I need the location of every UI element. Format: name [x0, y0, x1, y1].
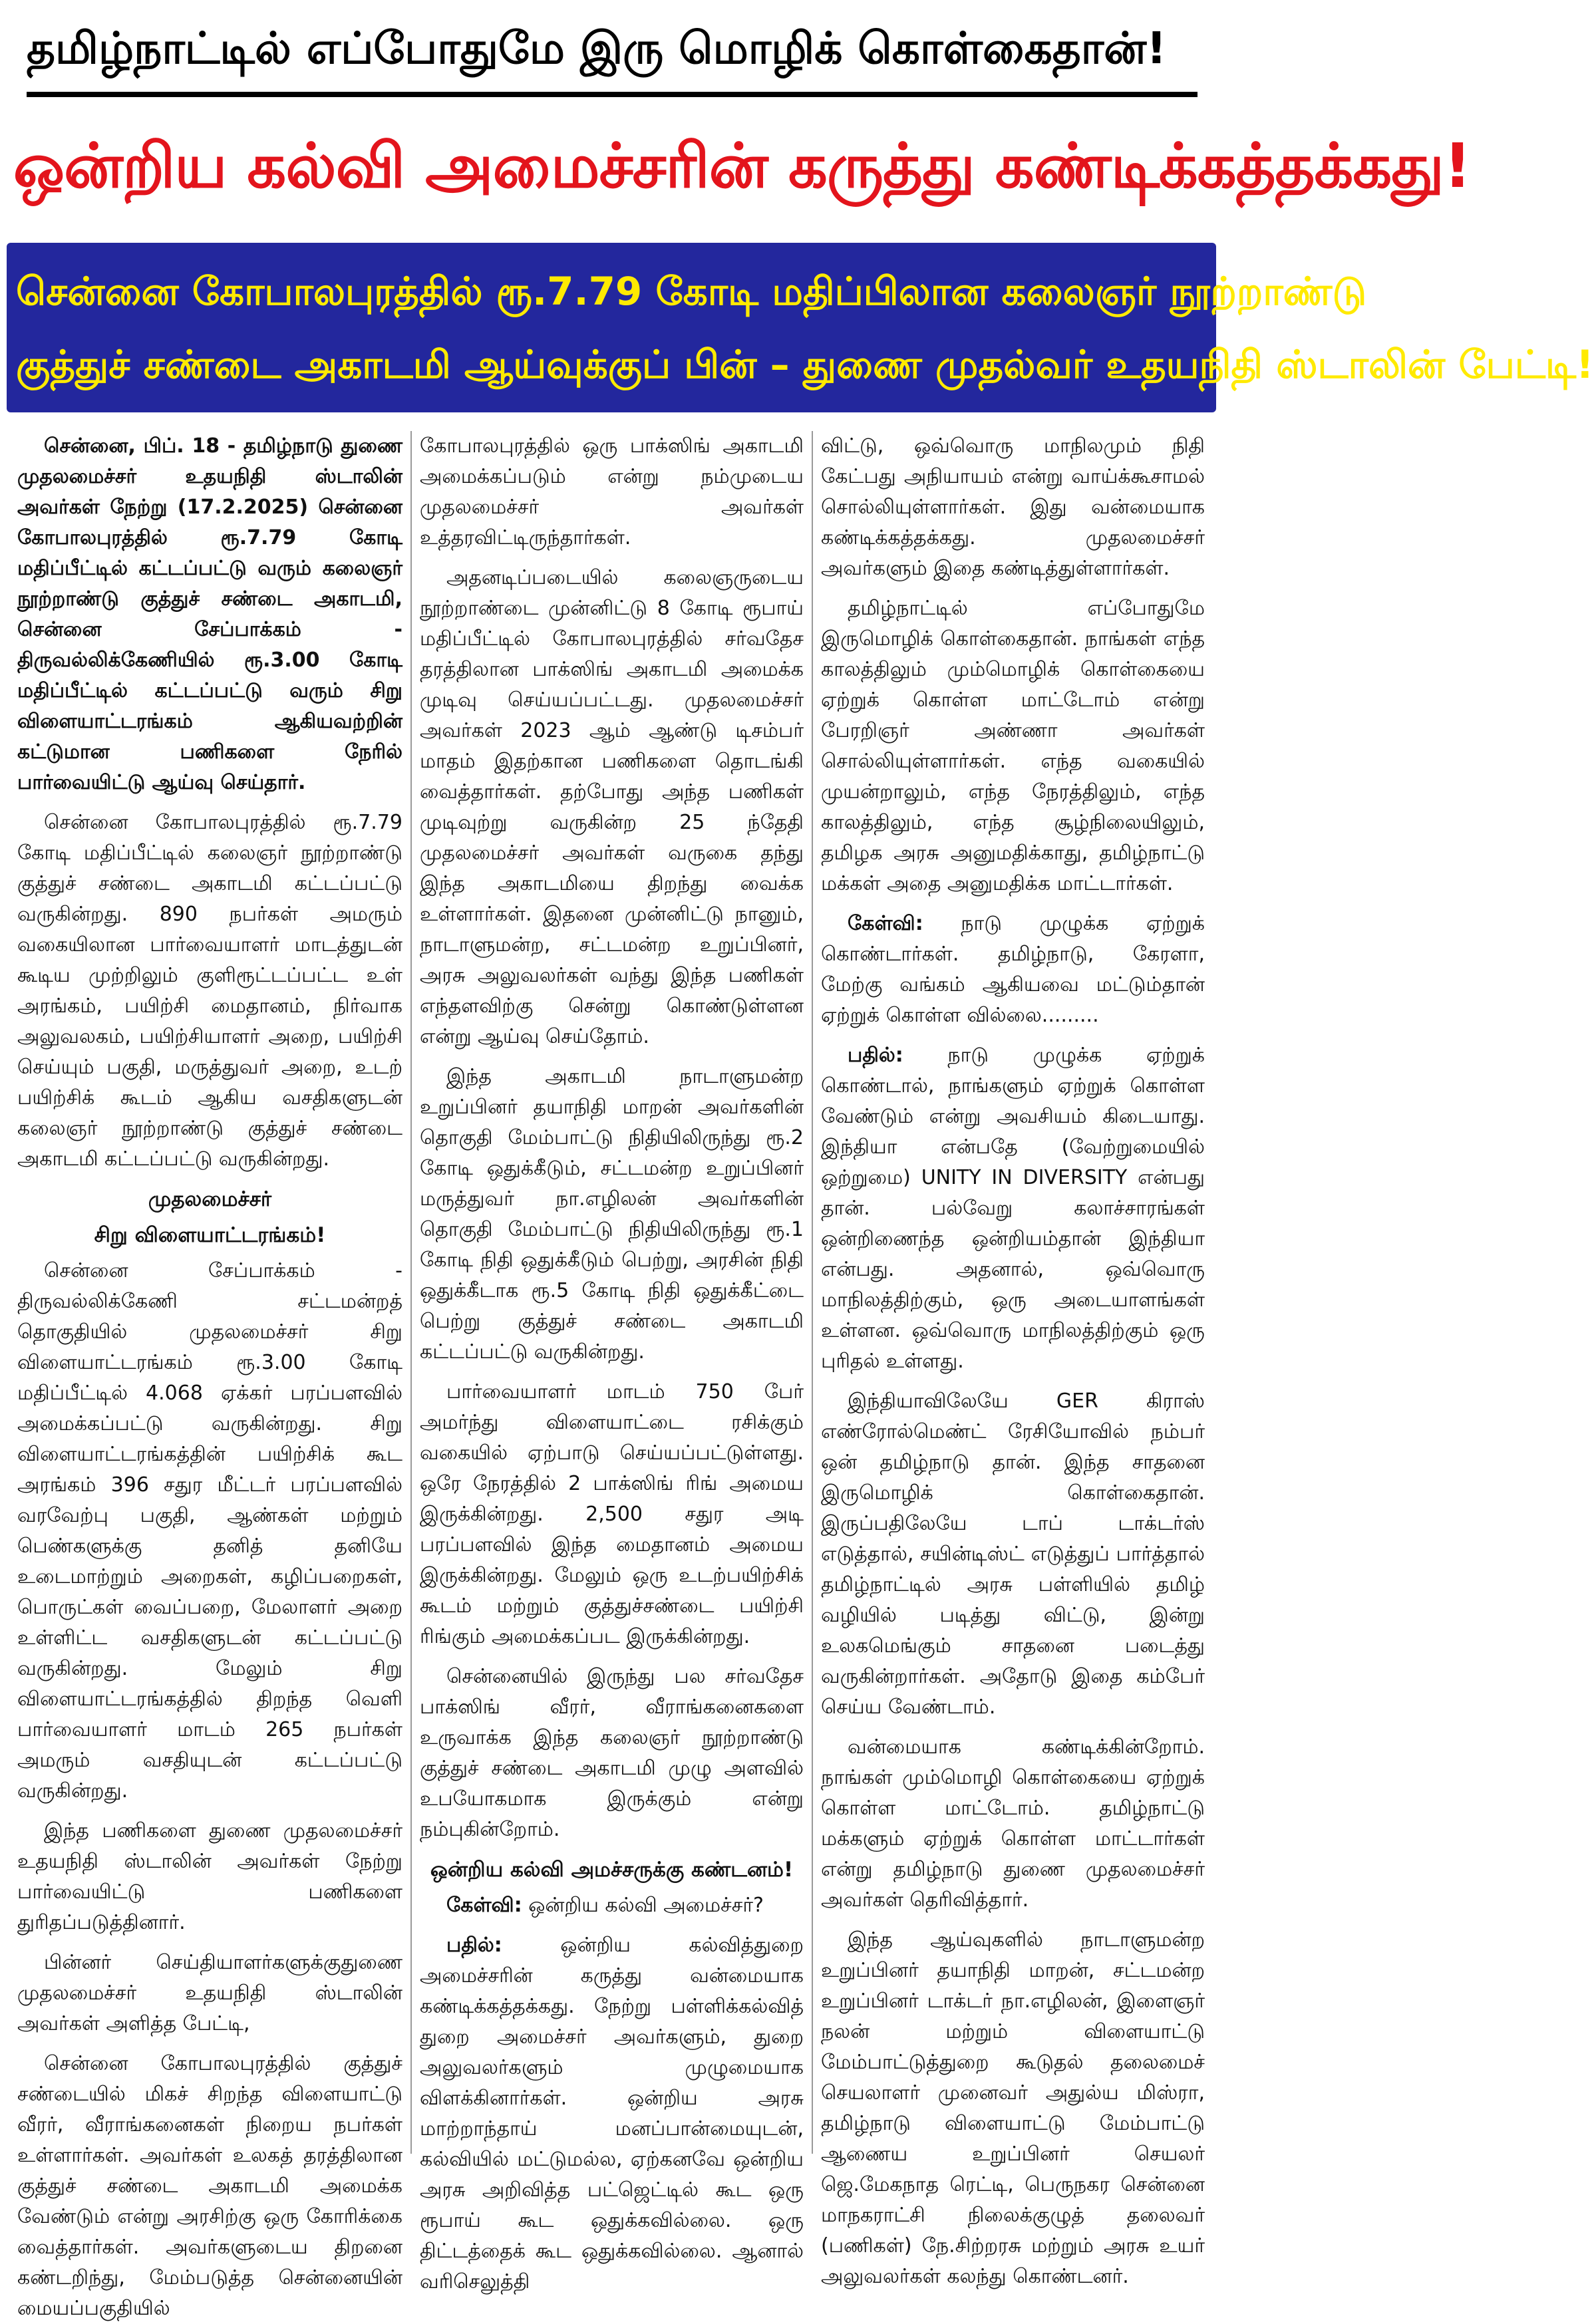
article-columns: [9, 431, 1213, 2320]
answer: [821, 1040, 1205, 1377]
paragraph: சென்னை கோபாலபுரத்தில் ரூ.7.79 கோடி மதிப்பீட்டில் கலைஞர் நூற்றாண்டு குத்துச் சண்டை அகாடமி கட்டப்பட்டு வருகின்றது. 890 நபர்கள் அமரும் வகையிலான பார்வையாளர் மாடத்துடன் கூடிய முற்றிலும் குளிரூட்டப்பட்ட உள் அரங்கம், பயிற்சி மைதானம், நிர்வாக அலுவலகம், பயிற்சியாளர் அறை, பயிற்சி செய்யும் பகுதி, மருத்துவர் அறை, உடற் பயிற்சிக் கூடம் ஆகிய வசதிகளுடன் கலைஞர் நூற்றாண்டு குத்துச் சண்டை அகாடமி கட்டப்பட்டு வருகின்றது.: [17, 811, 402, 1171]
article-column-1: [9, 431, 410, 2320]
paragraph: வன்மையாக கண்டிக்கின்றோம். நாங்கள் மும்மொழி கொள்கையை ஏற்றுக் கொள்ள மாட்டோம். தமிழ்நாட்டு மக்களும் ஏற்றுக் கொள்ள மாட்டார்கள் என்று தமிழ்நாடு துணை முதலமைச்சர் அவர்கள் தெரிவித்தார்.: [821, 1735, 1205, 1912]
answer-text: நாடு முழுக்க ஏற்றுக் கொண்டால், நாங்களும் ஏற்றுக் கொள்ள வேண்டும் என்று அவசியம் கிடையாது. இந்தியா என்பதே (வேற்றுமையில் ஒற்றுமை) UNITY IN DIVERSITY என்பது தான். பல்வேறு கலாச்சாரங்கள் ஒன்றிணைந்த ஒன்றியம்தான் இந்தியா என்பது. அதனால், ஒவ்வொரு மாநிலத்திற்கும், ஒரு அடையாளங்கள் உள்ளன. ஒவ்வொரு மாநிலத்திற்கும் ஒரு புரிதல் உள்ளது.: [821, 1044, 1205, 1373]
article-column-3: [812, 431, 1213, 2288]
main-headline: ஒன்றிய கல்வி அமைச்சரின் கருத்து கண்டிக்கத்தக்கது!: [13, 130, 1471, 202]
paragraph: இந்தியாவிலேயே GER கிராஸ் எண்ரோல்மெண்ட் ரேசியோவில் நம்பர் ஒன் தமிழ்நாடு தான். இந்த சாதனை இருமொழிக் கொள்கைதான். இருப்பதிலேயே டாப் டாக்டர்ஸ் எடுத்தால், சயின்டிஸ்ட் எடுத்துப் பார்த்தால் தமிழ்நாட்டில் அரசு பள்ளியில் தமிழ் வழியில் படித்து விட்டு, இன்று உலகமெங்கும் சாதனை படைத்து வருகின்றார்கள். அதோடு இதை கம்பேர் செய்ய வேண்டாம்.: [821, 1389, 1205, 1719]
paragraph: சென்னையில் இருந்து பல சர்வதேச பாக்ஸிங் வீரர், வீராங்கனைகளை உருவாக்க இந்த கலைஞர் நூற்றாண்டு குத்துச் சண்டை அகாடமி முழு அளவில் உபயோகமாக இருக்கும் என்று நம்புகின்றோம்.: [420, 1665, 804, 1841]
question-text: ஒன்றிய கல்வி அமைச்சர்?: [528, 1894, 764, 1917]
paragraph: தமிழ்நாட்டில் எப்போதுமே இருமொழிக் கொள்கைதான். நாங்கள் எந்த காலத்திலும் மும்மொழிக் கொள்கையை ஏற்றுக் கொள்ள மாட்டோம் என்று பேரறிஞர் அண்ணா அவர்கள் சொல்லியுள்ளார்கள். எந்த வகையில் முயன்றாலும், எந்த நேரத்திலும், எந்த காலத்திலும், எந்த சூழ்நிலையிலும், தமிழக அரசு அனுமதிக்காது, தமிழ்நாட்டு மக்கள் அதை அனுமதிக்க மாட்டார்கள்.: [821, 597, 1205, 895]
question-label: கேள்வி:: [446, 1894, 522, 1917]
banner-line-1: சென்னை கோபாலபுரத்தில் ரூ.7.79 கோடி மதிப்பிலான கலைஞர் நூற்றாண்டு: [16, 268, 1367, 314]
section-subhead: ஒன்றிய கல்வி அமச்சருக்கு கண்டனம்!: [430, 1858, 794, 1882]
kicker-headline: தமிழ்நாட்டில் எப்போதுமே இரு மொழிக் கொள்கைதான்!: [27, 12, 1197, 97]
answer-label: பதில்:: [446, 1934, 502, 1957]
subheadline-banner: [7, 243, 1594, 412]
question: [821, 909, 1205, 1031]
lead-text: தமிழ்நாடு துணை முதலமைச்சர் உதயநிதி ஸ்டாலின் அவர்கள் நேற்று (17.2.2025) சென்னை கோபாலபுரத்தில் ரூ.7.79 கோடி மதிப்பீட்டில் கட்டப்பட்டு வரும் கலைஞர் நூற்றாண்டு குத்துச் சண்டை அகாடமி, சென்னை சேப்பாக்கம் - திருவல்லிக்கேணியில் ரூ.3.00 கோடி மதிப்பீட்டில் கட்டப்பட்டு வரும் சிறு விளையாட்டரங்கம் ஆகியவற்றின் கட்டுமான பணிகளை நேரில் பார்வையிட்டு ஆய்வு செய்தார்.: [17, 434, 403, 794]
paragraph: இந்த ஆய்வுகளில் நாடாளுமன்ற உறுப்பினர் தயாநிதி மாறன், சட்டமன்ற உறுப்பினர் டாக்டர் நா.எழிலன், இளைஞர் நலன் மற்றும் விளையாட்டு மேம்பாட்டுத்துறை கூடுதல் தலைமைச் செயலாளர் முனைவர் அதுல்ய மிஸ்ரா, தமிழ்நாடு விளையாட்டு மேம்பாட்டு ஆணைய உறுப்பினர் செயலர் ஜெ.மேகநாத ரெட்டி, பெருநகர சென்னை மாநகராட்சி நிலைக்குழுத் தலைவர் (பணிகள்) நே.சிற்றரசு மற்றும் அரசு உயர் அலுவலர்கள் கலந்து கொண்டனர்.: [821, 1928, 1205, 2288]
paragraph: இந்த அகாடமி நாடாளுமன்ற உறுப்பினர் தயாநிதி மாறன் அவர்களின் தொகுதி மேம்பாட்டு நிதியிலிருந்து ரூ.2 கோடி ஒதுக்கீடும், சட்டமன்ற உறுப்பினர் மருத்துவர் நா.எழிலன் அவர்களின் தொகுதி மேம்பாட்டு நிதியிலிருந்து ரூ.1 கோடி நிதி ஒதுக்கீடும் பெற்று, அரசின் நிதி ஒதுக்கீடாக ரூ.5 கோடி நிதி ஒதுக்கீட்டை பெற்று குத்துச் சண்டை அகாடமி கட்டப்பட்டு வருகின்றது.: [420, 1065, 804, 1364]
paragraph: பின்னர் செய்தியாளர்களுக்குதுணை முதலமைச்சர் உதயநிதி ஸ்டாலின் அவர்கள் அளித்த பேட்டி,: [17, 1951, 402, 2035]
paragraph: கோபாலபுரத்தில் ஒரு பாக்ஸிங் அகாடமி அமைக்கப்படும் என்று நம்முடைய முதலமைச்சர் அவர்கள் உத்தரவிட்டிருந்தார்கள்.: [420, 434, 804, 549]
section-subhead: சிறு விளையாட்டரங்கம்!: [94, 1223, 326, 1247]
section-subhead: முதலமைச்சர்: [148, 1187, 272, 1211]
paragraph: விட்டு, ஒவ்வொரு மாநிலமும் நிதி கேட்பது அநியாயம் என்று வாய்க்கூசாமல் சொல்லியுள்ளார்கள். இது வன்மையாக கண்டிக்கத்தக்கது. முதலமைச்சர் அவர்களும் இதை கண்டித்துள்ளார்கள்.: [821, 434, 1205, 580]
question-label: கேள்வி:: [848, 912, 923, 935]
answer-label: பதில்:: [848, 1044, 903, 1067]
question-text: நாடு முழுக்க ஏற்றுக் கொண்டார்கள். தமிழ்நாடு, கேரளா, மேற்கு வங்கம் ஆகியவை மட்டும்தான் ஏற்றுக் கொள்ள வில்லை.........: [821, 912, 1205, 1027]
article-column-2: [410, 431, 812, 2293]
paragraph: அதனடிப்படையில் கலைஞருடைய நூற்றாண்டை முன்னிட்டு 8 கோடி ரூபாய் மதிப்பீட்டில் கோபாலபுரத்தில் சர்வதேச தரத்திலான பாக்ஸிங் அகாடமி அமைக்க முடிவு செய்யப்பட்டது. முதலமைச்சர் அவர்கள் 2023 ஆம் ஆண்டு டிசம்பர் மாதம் இதற்கான பணிகளை தொடங்கி வைத்தார்கள். தற்போது அந்த பணிகள் முடிவுற்று வருகின்ற 25 ந்தேதி முதலமைச்சர் அவர்கள் வருகை தந்து இந்த அகாடமியை திறந்து வைக்க உள்ளார்கள். இதனை முன்னிட்டு நானும், நாடாளுமன்ற, சட்டமன்ற உறுப்பினர், அரசு அலுவலர்கள் வந்து இந்த பணிகள் எந்தளவிற்கு சென்று கொண்டுள்ளன என்று ஆய்வு செய்தோம்.: [420, 566, 804, 1048]
paragraph: சென்னை கோபாலபுரத்தில் குத்துச் சண்டையில் மிகச் சிறந்த விளையாட்டு வீரர், வீராங்கனைகள் நிறைய நபர்கள் உள்ளார்கள். அவர்கள் உலகத் தரத்திலான குத்துச் சண்டை அகாடமி அமைக்க வேண்டும் என்று அரசிற்கு ஒரு கோரிக்கை வைத்தார்கள். அவர்களுடைய திறனை கண்டறிந்து, மேம்படுத்த சென்னையின் மையப்பகுதியில்: [17, 2052, 402, 2320]
dateline: சென்னை, பிப். 18 -: [44, 434, 236, 458]
paragraph: இந்த பணிகளை துணை முதலமைச்சர் உதயநிதி ஸ்டாலின் அவர்கள் நேற்று பார்வையிட்டு பணிகளை துரிதப்படுத்தினார்.: [17, 1819, 402, 1934]
paragraph: சென்னை சேப்பாக்கம் - திருவல்லிக்கேணி சட்டமன்றத் தொகுதியில் முதலமைச்சர் சிறு விளையாட்டரங்கம் ரூ.3.00 கோடி மதிப்பீட்டில் 4.068 ஏக்கர் பரப்பளவில் அமைக்கப்பட்டு வருகின்றது. சிறு விளையாட்டரங்கத்தின் பயிற்சிக் கூட அரங்கம் 396 சதுர மீட்டர் பரப்பளவில் வரவேற்பு பகுதி, ஆண்கள் மற்றும் பெண்களுக்கு தனித் தனியே உடைமாற்றும் அறைகள், கழிப்பறைகள், பொருட்கள் வைப்பறை, மேலாளர் அறை உள்ளிட்ட வசதிகளுடன் கட்டப்பட்டு வருகின்றது. மேலும் சிறு விளையாட்டரங்கத்தில் திறந்த வெளி பார்வையாளர் மாடம் 265 நபர்கள் அமரும் வசதியுடன் கட்டப்பட்டு வருகின்றது.: [17, 1259, 402, 1803]
article-lead: [17, 431, 402, 798]
answer: [420, 1930, 804, 2297]
question: [420, 1890, 804, 1921]
banner-line-2: குத்துச் சண்டை அகாடமி ஆய்வுக்குப் பின் – துணை முதல்வர் உதயநிதி ஸ்டாலின் பேட்டி!: [16, 341, 1594, 387]
paragraph: பார்வையாளர் மாடம் 750 பேர் அமர்ந்து விளையாட்டை ரசிக்கும் வகையில் ஏற்பாடு செய்யப்பட்டுள்ளது. ஒரே நேரத்தில் 2 பாக்ஸிங் ரிங் அமைய இருக்கின்றது. 2,500 சதுர அடி பரப்பளவில் இந்த மைதானம் அமைய இருக்கின்றது. மேலும் ஒரு உடற்பயிற்சிக் கூடம் மற்றும் குத்துச்சண்டை பயிற்சி ரிங்கும் அமைக்கப்பட இருக்கின்றது.: [420, 1380, 804, 1648]
answer-text: ஒன்றிய கல்வித்துறை அமைச்சரின் கருத்து வன்மையாக கண்டிக்கத்தக்கது. நேற்று பள்ளிக்கல்வித் துறை அமைச்சர் அவர்களும், துறை அலுவலர்களும் முழுமையாக விளக்கினார்கள். ஒன்றிய அரசு மாற்றாந்தாய் மனப்பான்மையுடன், கல்வியில் மட்டுமல்ல, ஏற்கனவே ஒன்றிய அரசு அறிவித்த பட்ஜெட்டில் கூட ஒரு ரூபாய் கூட ஒதுக்கவில்லை. ஒரு திட்டத்தைக் கூட ஒதுக்கவில்லை. ஆனால் வரிசெலுத்தி: [420, 1934, 804, 2293]
